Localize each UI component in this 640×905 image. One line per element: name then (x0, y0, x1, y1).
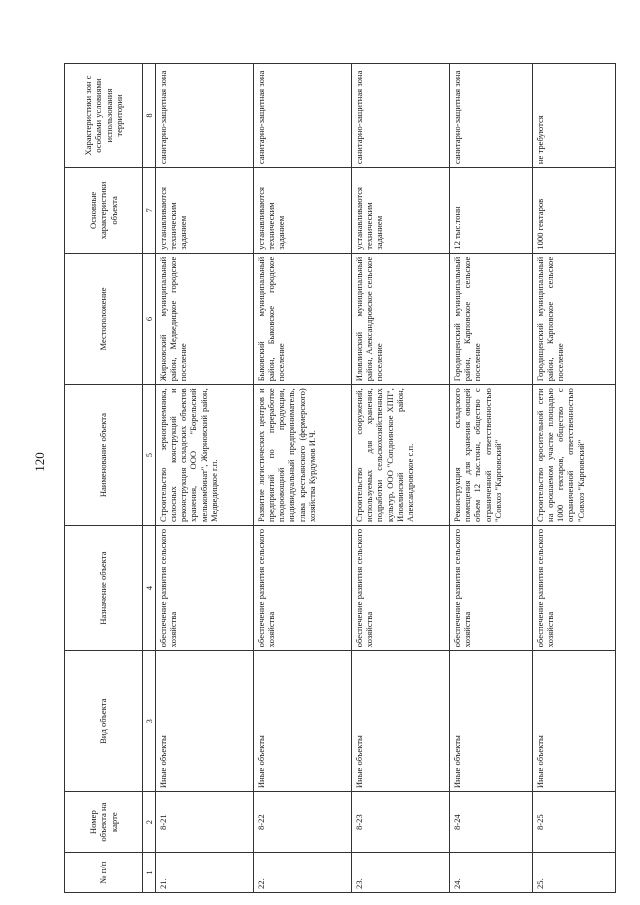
column-number: 7 (143, 168, 156, 254)
objects-table (64, 63, 616, 893)
column-number: 5 (143, 385, 156, 526)
column-number-row (143, 64, 156, 893)
page-number: 120 (32, 452, 47, 472)
table-row (254, 64, 352, 893)
object-location: Жирновский муниципальный район, Медведицкое городское поселение (156, 253, 254, 385)
object-zones: санитарно-защитная зона (156, 64, 254, 168)
header-cell: Местоположение (65, 253, 143, 385)
header-cell: Номер объекта на карте (65, 792, 143, 853)
object-type: Иные объекты (156, 651, 254, 792)
object-characteristics: 12 тыс.тонн (450, 168, 533, 254)
header-row (65, 64, 143, 893)
object-purpose: обеспечение развития сельского хозяйства (254, 525, 352, 650)
map-number: 8-22 (254, 792, 352, 853)
object-characteristics: 1000 гектаров (533, 168, 616, 254)
table-row (533, 64, 616, 893)
object-zones: санитарно-защитная зона (254, 64, 352, 168)
column-number: 2 (143, 792, 156, 853)
object-purpose: обеспечение развития сельского хозяйства (533, 525, 616, 650)
header-cell: Наименование объекта (65, 385, 143, 526)
row-number: 21. (156, 853, 254, 893)
column-number: 6 (143, 253, 156, 385)
object-name: Реконструкция складского помещения для хранения овощей объем 12 тыс.тонн, общество с ограниченной ответственностью "Совхоз "Карповский" (450, 385, 533, 526)
map-number: 8-25 (533, 792, 616, 853)
header-cell: Характеристики зон с особыми условиями использования территории (65, 64, 143, 168)
object-location: Городищенский муниципальный район, Карповское сельское поселение (450, 253, 533, 385)
map-number: 8-21 (156, 792, 254, 853)
object-name: Развитие логистических центров и предприятий по переработке плодоовощной продукции, индивидуальный предприниматель, глава крестьянского (фермерского) хозяйства Курдумов И.Ч. (254, 385, 352, 526)
object-name: Строительство зерноприемника, силосных конструкций и реконструкция складских объектов хранения, ООО "Борельский мелькомбинат", Жирновский район, Медведицкое г.п. (156, 385, 254, 526)
object-purpose: обеспечение развития сельского хозяйства (450, 525, 533, 650)
table-row (450, 64, 533, 893)
column-number: 1 (143, 853, 156, 893)
object-purpose: обеспечение развития сельского хозяйства (156, 525, 254, 650)
object-characteristics: устанавливаются техническим заданием (254, 168, 352, 254)
map-number: 8-24 (450, 792, 533, 853)
rotated-table-container (64, 63, 616, 893)
object-name: Строительство оросительной сети на орошаемом участке площадью 1000 гектаров, общество с ограниченной ответственностью "Совхоз "Карповский" (533, 385, 616, 526)
object-characteristics: устанавливаются техническим заданием (156, 168, 254, 254)
object-location: Быковский муниципальный район, Быковское городское поселение (254, 253, 352, 385)
object-type: Иные объекты (254, 651, 352, 792)
object-characteristics: устанавливаются техническим заданием (352, 168, 450, 254)
object-zones: санитарно-защитная зона (352, 64, 450, 168)
row-number: 25. (533, 853, 616, 893)
table-row (352, 64, 450, 893)
header-cell: № п/п (65, 853, 143, 893)
column-number: 3 (143, 651, 156, 792)
object-type: Иные объекты (450, 651, 533, 792)
map-number: 8-23 (352, 792, 450, 853)
header-cell: Вид объекта (65, 651, 143, 792)
row-number: 24. (450, 853, 533, 893)
object-type: Иные объекты (533, 651, 616, 792)
table-row (156, 64, 254, 893)
object-purpose: обеспечение развития сельского хозяйства (352, 525, 450, 650)
object-zones: не требуются (533, 64, 616, 168)
header-cell: Основные характеристики объекта (65, 168, 143, 254)
header-cell: Назначение объекта (65, 525, 143, 650)
object-zones: санитарно-защитная зона (450, 64, 533, 168)
column-number: 4 (143, 525, 156, 650)
row-number: 22. (254, 853, 352, 893)
object-type: Иные объекты (352, 651, 450, 792)
column-number: 8 (143, 64, 156, 168)
object-location: Городищенский муниципальный район, Карповское сельское поселение (533, 253, 616, 385)
object-name: Строительство сооружений, используемых для хранения, подработки сельскохозяйственных культур, ООО "Сопдоинское ХПП", Иловлинский район, Александровское с.п. (352, 385, 450, 526)
row-number: 23. (352, 853, 450, 893)
object-location: Иловлинский муниципальный район, Александровское сельское поселение (352, 253, 450, 385)
